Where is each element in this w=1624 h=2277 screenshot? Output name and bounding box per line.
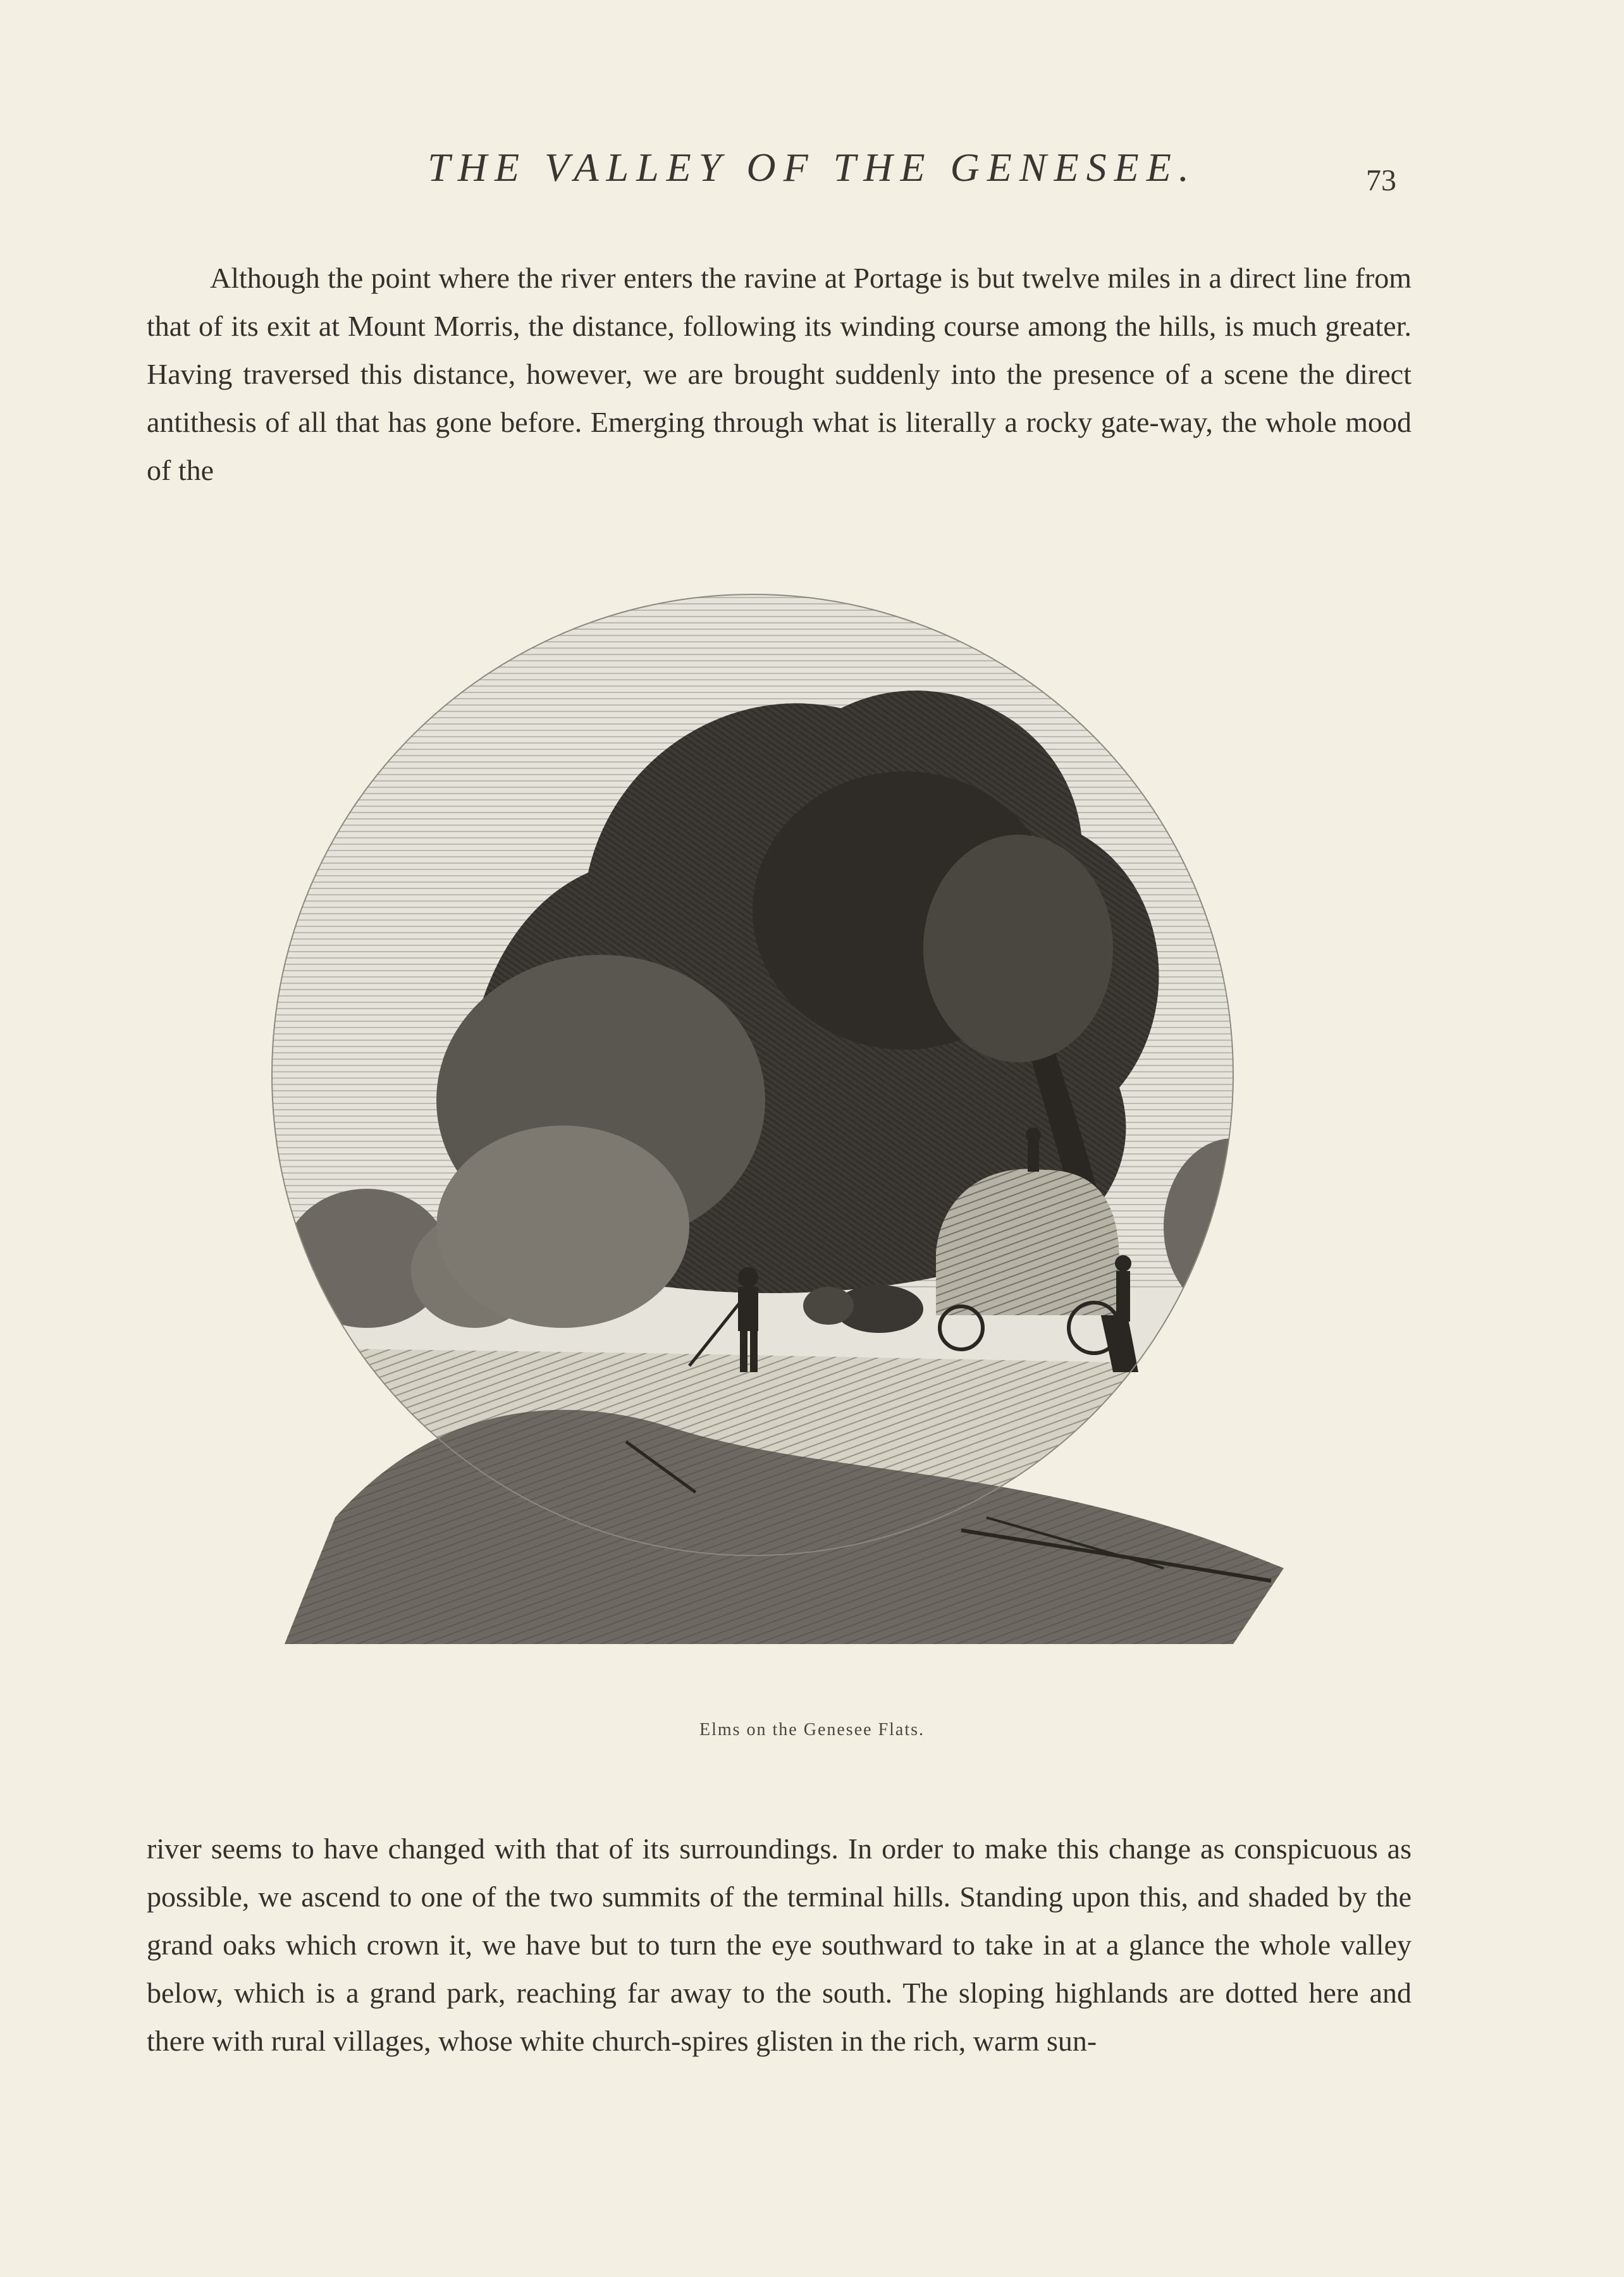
running-title: THE VALLEY OF THE GENESEE. <box>428 145 1196 190</box>
body-paragraph-bottom: river seems to have changed with that of its surroundings. In order to make this change as conspicuous as possible, we ascend to one of the two summits of the terminal hills. Standing upon this, and shaded by the grand oaks which crown it, we have but to turn the eye southward to take in at a glance the whole valley below, which is a grand park, reaching far away to the south. The sloping highlands are dotted here and there with rural villages, whose white church-spires glisten in the rich, warm sun- <box>147 1832 1412 2057</box>
body-paragraph-top: Although the point where the river enters the ravine at Portage is but twelve miles in a direct line from that of its exit at Mount Morris, the distance, following its winding course among the hills, is much greater. Having traversed this distance, however, we are brought suddenly into the presence of a scene the direct antithesis of all that has gone before. Emerging through what is literally a rocky gate-way, the whole mood of the <box>147 262 1412 486</box>
engraving-elms-illustration <box>209 531 1296 1707</box>
page-number: 73 <box>1366 164 1396 197</box>
illustration-caption: Elms on the Genesee Flats. <box>699 1720 925 1740</box>
